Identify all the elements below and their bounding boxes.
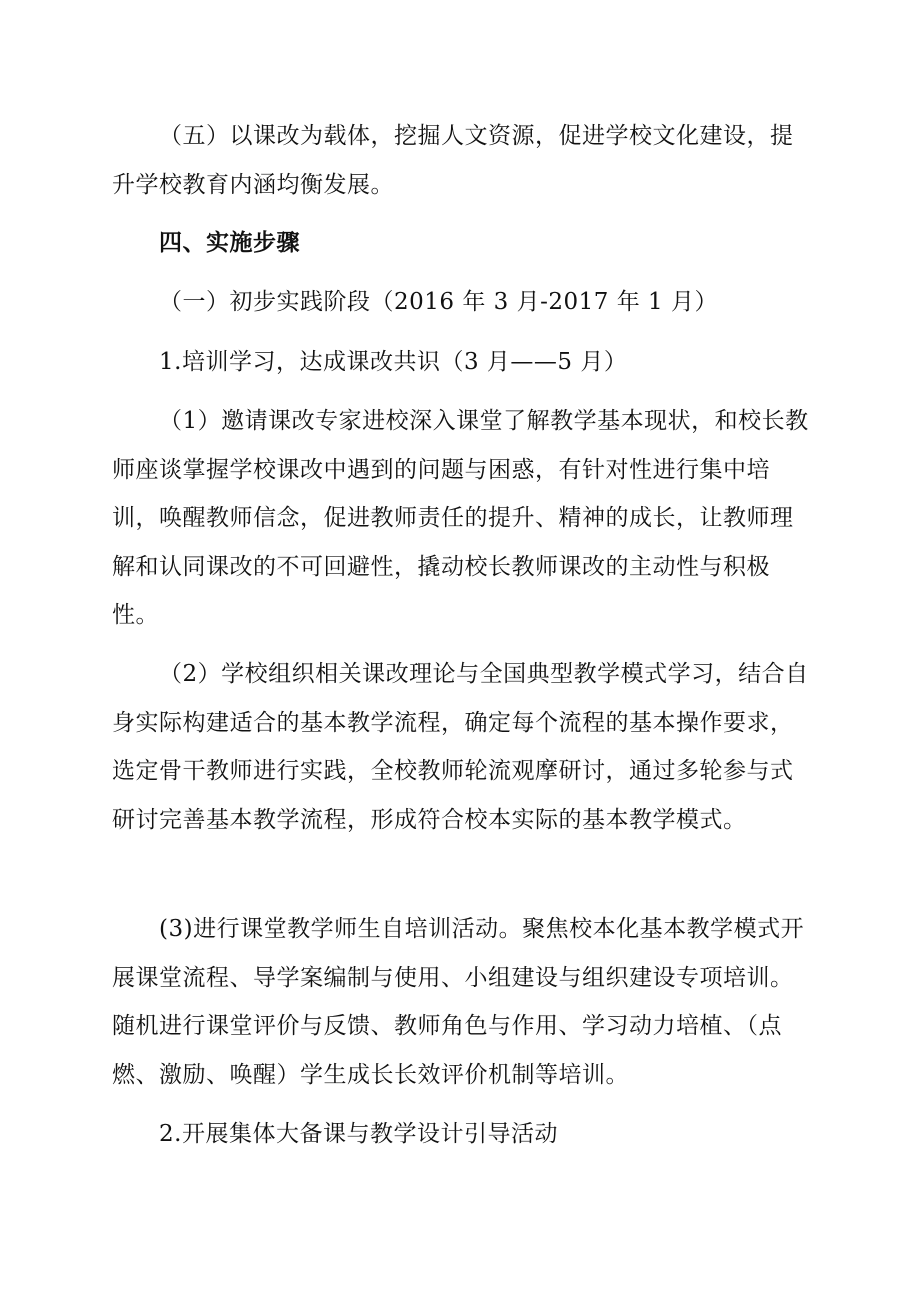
paragraph-item-1-expert-invitation: （1）邀请课改专家进校深入课堂了解教学基本现状，和校长教师座谈掌握学校课改中遇到的问题与困惑，有针对性进行集中培训，唤醒教师信念，促进教师责任的提升、精神的成长，让教师理解和认同课改的不可回避性，撬动校长教师课改的主动性与积极性。 — [112, 408, 809, 628]
paragraph-phase-one-title: （一）初步实践阶段（2016 年 3 月-2017 年 1 月） — [159, 289, 718, 315]
paragraph-collective-lesson-prep-title: 2.开展集体大备课与教学设计引导活动 — [159, 1121, 558, 1147]
section-heading-implementation-steps: 四、实施步骤 — [159, 230, 300, 256]
paragraph-item-3-self-training: (3)进行课堂教学师生自培训活动。聚焦校本化基本教学模式开展课堂流程、导学案编制与使用、小组建设与组织建设专项培训。随机进行课堂评价与反馈、教师角色与作用、学习动力培植、（点燃、激励、唤醒）学生成长长效评价机制等培训。 — [112, 916, 805, 1088]
paragraph-item-2-teaching-model: （2）学校组织相关课改理论与全国典型教学模式学习，结合自身实际构建适合的基本教学流程，确定每个流程的基本操作要求，选定骨干教师进行实践，全校教师轮流观摩研讨，通过多轮参与式研讨完善基本教学流程，形成符合校本实际的基本教学模式。 — [112, 661, 809, 833]
paragraph-training-study-title: 1.培训学习，达成课改共识（3 月——5 月） — [159, 349, 628, 375]
paragraph-culture-construction: （五）以课改为载体，挖掘人文资源，促进学校文化建设，提升学校教育内涵均衡发展。 — [112, 123, 794, 198]
